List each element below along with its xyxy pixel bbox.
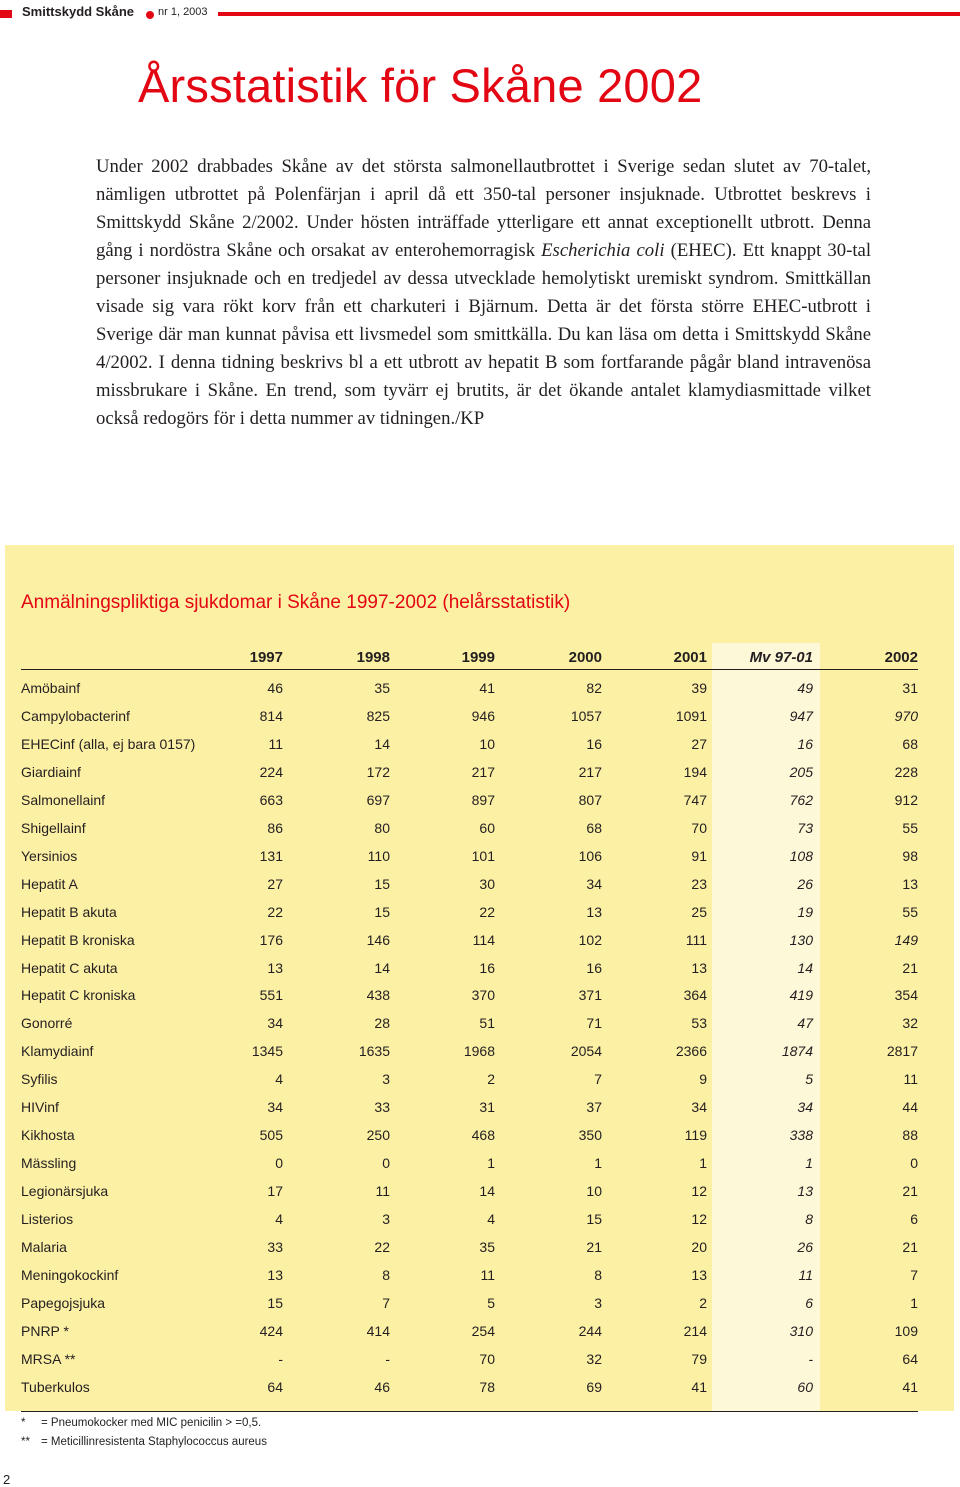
year-count-cell: 98 bbox=[902, 847, 918, 864]
year-count-cell: 34 bbox=[691, 1099, 707, 1116]
average-cell: 26 bbox=[797, 1239, 813, 1255]
table-row bbox=[0, 1267, 960, 1295]
year-count-cell: 3 bbox=[382, 1211, 390, 1228]
year-count-cell: 64 bbox=[267, 1378, 283, 1395]
disease-name: Campylobacterinf bbox=[21, 707, 130, 724]
year-count-cell: 747 bbox=[683, 791, 707, 808]
year-count-cell: 371 bbox=[578, 987, 602, 1004]
disease-name: Papegojsjuka bbox=[21, 1294, 106, 1311]
table-row bbox=[0, 820, 960, 848]
year-count-cell: 4 bbox=[275, 1071, 283, 1088]
year-count-cell: 78 bbox=[479, 1378, 495, 1395]
table-row bbox=[0, 764, 960, 792]
table-row bbox=[0, 1323, 960, 1351]
year-count-cell: 1057 bbox=[570, 707, 602, 724]
disease-name: Klamydiainf bbox=[21, 1043, 94, 1060]
year-count-cell: 131 bbox=[259, 847, 283, 864]
intro-species-name: Escherichia coli bbox=[541, 240, 665, 261]
year-count-cell: 4 bbox=[487, 1211, 495, 1228]
disease-name: Tuberkulos bbox=[21, 1378, 90, 1395]
year-count-cell: 912 bbox=[894, 791, 918, 808]
year-count-cell: 1 bbox=[594, 1155, 602, 1172]
table-row bbox=[0, 1239, 960, 1267]
year-count-cell: 55 bbox=[902, 903, 918, 920]
year-count-cell: 13 bbox=[267, 959, 283, 976]
table-row bbox=[0, 708, 960, 736]
disease-name: Meningokockinf bbox=[21, 1266, 119, 1283]
year-count-cell: 825 bbox=[366, 707, 390, 724]
table-row bbox=[0, 1295, 960, 1323]
issue-number: nr 1, 2003 bbox=[158, 6, 208, 18]
year-count-cell: 86 bbox=[267, 819, 283, 836]
year-count-cell: 244 bbox=[578, 1322, 602, 1339]
disease-name: HIVinf bbox=[21, 1099, 59, 1116]
year-count-cell: 28 bbox=[374, 1015, 390, 1032]
year-count-cell: 21 bbox=[902, 1239, 918, 1255]
year-count-cell: - bbox=[385, 1350, 390, 1367]
year-count-cell: 0 bbox=[275, 1155, 283, 1172]
disease-name: Giardiainf bbox=[21, 763, 81, 780]
year-count-cell: 16 bbox=[479, 959, 495, 976]
year-count-cell: 8 bbox=[382, 1266, 390, 1283]
year-count-cell: 3 bbox=[594, 1294, 602, 1311]
year-count-cell: 7 bbox=[910, 1266, 918, 1283]
year-count-cell: 350 bbox=[578, 1127, 602, 1144]
year-count-cell: 551 bbox=[259, 987, 283, 1004]
disease-name: Syfilis bbox=[21, 1071, 58, 1088]
year-count-cell: 21 bbox=[902, 1183, 918, 1200]
table-row bbox=[0, 1071, 960, 1099]
year-count-cell: 34 bbox=[267, 1099, 283, 1116]
average-cell: 16 bbox=[797, 735, 813, 752]
year-count-cell: 60 bbox=[479, 819, 495, 836]
year-count-cell: 110 bbox=[367, 847, 390, 864]
table-row bbox=[0, 960, 960, 988]
year-count-cell: 22 bbox=[479, 903, 495, 920]
year-count-cell: 20 bbox=[691, 1239, 707, 1255]
average-cell: 1 bbox=[805, 1155, 813, 1172]
header-marker-square bbox=[0, 10, 12, 18]
average-cell: 6 bbox=[805, 1294, 813, 1311]
column-header: 1999 bbox=[461, 649, 495, 666]
year-count-cell: 149 bbox=[894, 931, 918, 948]
table-row bbox=[0, 1015, 960, 1043]
year-count-cell: 46 bbox=[267, 680, 283, 696]
year-count-cell: 12 bbox=[691, 1183, 707, 1200]
table-row bbox=[0, 1211, 960, 1239]
average-cell: 49 bbox=[797, 680, 813, 696]
page-title: Årsstatistik för Skåne 2002 bbox=[138, 59, 703, 112]
year-count-cell: 27 bbox=[267, 875, 283, 892]
average-cell: - bbox=[808, 1350, 813, 1367]
year-count-cell: 88 bbox=[902, 1127, 918, 1144]
year-count-cell: 697 bbox=[366, 791, 390, 808]
year-count-cell: 16 bbox=[586, 959, 602, 976]
column-header: 1998 bbox=[356, 649, 390, 666]
column-header: 2001 bbox=[673, 649, 707, 666]
year-count-cell: 17 bbox=[267, 1183, 283, 1200]
year-count-cell: 814 bbox=[259, 707, 283, 724]
table-row bbox=[0, 987, 960, 1015]
year-count-cell: 1635 bbox=[358, 1043, 390, 1060]
column-header: 2002 bbox=[884, 649, 918, 666]
year-count-cell: 22 bbox=[374, 1239, 390, 1255]
year-count-cell: 970 bbox=[894, 707, 918, 724]
year-count-cell: 217 bbox=[578, 763, 602, 780]
publication-name: Smittskydd Skåne bbox=[22, 4, 134, 19]
table-row bbox=[0, 932, 960, 960]
average-cell: 130 bbox=[789, 931, 813, 948]
table-row bbox=[0, 1155, 960, 1183]
disease-name: Hepatit A bbox=[21, 875, 78, 892]
year-count-cell: 22 bbox=[267, 903, 283, 920]
average-cell: 14 bbox=[797, 959, 813, 976]
year-count-cell: 69 bbox=[586, 1378, 602, 1395]
year-count-cell: 0 bbox=[910, 1155, 918, 1172]
table-row bbox=[0, 1379, 960, 1407]
page-header bbox=[0, 4, 960, 24]
year-count-cell: 505 bbox=[259, 1127, 283, 1144]
year-count-cell: 53 bbox=[691, 1015, 707, 1032]
year-count-cell: 146 bbox=[366, 931, 390, 948]
table-row bbox=[0, 680, 960, 708]
year-count-cell: 807 bbox=[578, 791, 602, 808]
disease-name: EHECinf (alla, ej bara 0157) bbox=[21, 735, 196, 752]
year-count-cell: 41 bbox=[902, 1378, 918, 1395]
footnote-text: = Pneumokocker med MIC penicilin > =0,5. bbox=[41, 1417, 262, 1429]
year-count-cell: 354 bbox=[894, 987, 918, 1004]
year-count-cell: 35 bbox=[374, 680, 390, 696]
year-count-cell: 194 bbox=[683, 763, 707, 780]
year-count-cell: 41 bbox=[691, 1378, 707, 1395]
year-count-cell: 2366 bbox=[675, 1043, 707, 1060]
year-count-cell: 250 bbox=[366, 1127, 390, 1144]
average-cell: 419 bbox=[789, 987, 813, 1004]
disease-name: Hepatit C akuta bbox=[21, 959, 118, 976]
year-count-cell: 7 bbox=[382, 1294, 390, 1311]
year-count-cell: 1091 bbox=[675, 707, 707, 724]
year-count-cell: 111 bbox=[685, 931, 707, 948]
year-count-cell: 15 bbox=[374, 875, 390, 892]
average-cell: 5 bbox=[805, 1071, 813, 1088]
year-count-cell: 254 bbox=[471, 1322, 495, 1339]
year-count-cell: 4 bbox=[275, 1211, 283, 1228]
footnote-text: = Meticillinresistenta Staphylococcus aureus bbox=[41, 1436, 267, 1448]
average-cell: 338 bbox=[789, 1127, 813, 1144]
table-row bbox=[0, 792, 960, 820]
year-count-cell: 46 bbox=[374, 1378, 390, 1395]
year-count-cell: 13 bbox=[586, 903, 602, 920]
year-count-cell: 10 bbox=[479, 735, 495, 752]
header-rule bbox=[218, 12, 960, 16]
average-cell: 26 bbox=[797, 875, 813, 892]
average-cell: 1874 bbox=[781, 1043, 813, 1060]
year-count-cell: 23 bbox=[691, 875, 707, 892]
year-count-cell: 8 bbox=[594, 1266, 602, 1283]
footnote-mark: ** bbox=[21, 1436, 30, 1448]
table-row bbox=[0, 1127, 960, 1155]
year-count-cell: 897 bbox=[471, 791, 495, 808]
disease-name: Kikhosta bbox=[21, 1127, 75, 1144]
year-count-cell: 106 bbox=[578, 847, 602, 864]
disease-name: PNRP * bbox=[21, 1322, 69, 1339]
year-count-cell: 13 bbox=[902, 875, 918, 892]
year-count-cell: 14 bbox=[374, 959, 390, 976]
disease-name: Hepatit C kroniska bbox=[21, 987, 136, 1004]
year-count-cell: 424 bbox=[259, 1322, 283, 1339]
year-count-cell: 172 bbox=[366, 763, 390, 780]
table-row bbox=[0, 1043, 960, 1071]
year-count-cell: 35 bbox=[479, 1239, 495, 1255]
year-count-cell: 6 bbox=[910, 1211, 918, 1228]
year-count-cell: 31 bbox=[902, 680, 918, 696]
year-count-cell: 102 bbox=[578, 931, 602, 948]
average-cell: 47 bbox=[797, 1015, 813, 1032]
year-count-cell: 31 bbox=[479, 1099, 495, 1116]
column-header: 1997 bbox=[249, 649, 283, 666]
disease-name: Listerios bbox=[21, 1211, 74, 1228]
year-count-cell: 71 bbox=[586, 1015, 602, 1032]
year-count-cell: 34 bbox=[586, 875, 602, 892]
year-count-cell: 5 bbox=[487, 1294, 495, 1311]
table-row bbox=[0, 904, 960, 932]
intro-text-1: Under 2002 drabbades Skåne av det största salmonellautbrottet i Sverige sedan slutet av 70-talet, nämligen utbrottet på Polenfärjan i april då ett 350-tal personer insjuknade. Utbrottet beskrevs i Smittskydd Skåne 2/2002. Under hösten inträffade ytterligare ett annat exceptionellt utbrott. Denna gång i nordöstra Skåne och orsakat av enterohemorragisk bbox=[96, 156, 871, 261]
disease-name: Amöbainf bbox=[21, 680, 81, 696]
average-cell: 11 bbox=[798, 1266, 813, 1283]
year-count-cell: 32 bbox=[586, 1350, 602, 1367]
disease-name: Legionärsjuka bbox=[21, 1183, 109, 1200]
year-count-cell: 51 bbox=[479, 1015, 495, 1032]
disease-name: Yersinios bbox=[21, 847, 78, 864]
year-count-cell: 21 bbox=[586, 1239, 602, 1255]
footnote-mrsa bbox=[21, 1436, 267, 1448]
disease-name: Hepatit B akuta bbox=[21, 903, 117, 920]
year-count-cell: 224 bbox=[259, 763, 283, 780]
year-count-cell: 41 bbox=[479, 680, 495, 696]
year-count-cell: 2 bbox=[699, 1294, 707, 1311]
year-count-cell: 946 bbox=[471, 707, 495, 724]
disease-name: Shigellainf bbox=[21, 819, 86, 836]
year-count-cell: 176 bbox=[259, 931, 283, 948]
year-count-cell: 15 bbox=[267, 1294, 283, 1311]
year-count-cell: 15 bbox=[586, 1211, 602, 1228]
year-count-cell: 13 bbox=[691, 1266, 707, 1283]
year-count-cell: 33 bbox=[267, 1239, 283, 1255]
year-count-cell: 228 bbox=[894, 763, 918, 780]
year-count-cell: 27 bbox=[691, 735, 707, 752]
year-count-cell: 3 bbox=[382, 1071, 390, 1088]
table-bottom-rule bbox=[21, 1411, 918, 1412]
year-count-cell: 14 bbox=[479, 1183, 495, 1200]
average-cell: 310 bbox=[789, 1322, 813, 1339]
year-count-cell: 21 bbox=[902, 959, 918, 976]
header-bullet-dot bbox=[146, 11, 154, 19]
year-count-cell: 15 bbox=[374, 903, 390, 920]
disease-name: MRSA ** bbox=[21, 1350, 76, 1367]
year-count-cell: 119 bbox=[684, 1127, 707, 1144]
average-cell: 13 bbox=[797, 1183, 813, 1200]
year-count-cell: 30 bbox=[479, 875, 495, 892]
disease-name: Malaria bbox=[21, 1239, 67, 1255]
intro-paragraph bbox=[96, 153, 871, 433]
year-count-cell: 12 bbox=[691, 1211, 707, 1228]
year-count-cell: 16 bbox=[586, 735, 602, 752]
average-cell: 60 bbox=[797, 1378, 813, 1395]
year-count-cell: 37 bbox=[586, 1099, 602, 1116]
year-count-cell: 663 bbox=[259, 791, 283, 808]
year-count-cell: 70 bbox=[691, 819, 707, 836]
year-count-cell: 11 bbox=[903, 1071, 918, 1088]
year-count-cell: 55 bbox=[902, 819, 918, 836]
year-count-cell: 11 bbox=[268, 735, 283, 752]
year-count-cell: 14 bbox=[374, 735, 390, 752]
column-header: 2000 bbox=[568, 649, 602, 666]
table-row bbox=[0, 736, 960, 764]
year-count-cell: 1 bbox=[487, 1155, 495, 1172]
disease-name: Hepatit B kroniska bbox=[21, 931, 135, 948]
year-count-cell: 11 bbox=[375, 1183, 390, 1200]
year-count-cell: 1 bbox=[910, 1294, 918, 1311]
year-count-cell: 2054 bbox=[570, 1043, 602, 1060]
year-count-cell: 13 bbox=[691, 959, 707, 976]
year-count-cell: 2817 bbox=[886, 1043, 918, 1060]
year-count-cell: 25 bbox=[691, 903, 707, 920]
year-count-cell: 32 bbox=[902, 1015, 918, 1032]
year-count-cell: 414 bbox=[366, 1322, 390, 1339]
table-row bbox=[0, 1351, 960, 1379]
year-count-cell: 214 bbox=[683, 1322, 707, 1339]
average-cell: 73 bbox=[797, 819, 813, 836]
year-count-cell: 79 bbox=[691, 1350, 707, 1367]
year-count-cell: - bbox=[278, 1350, 283, 1367]
year-count-cell: 438 bbox=[366, 987, 390, 1004]
year-count-cell: 114 bbox=[472, 931, 495, 948]
average-cell: 34 bbox=[797, 1099, 813, 1116]
footnote-pnrp bbox=[21, 1417, 261, 1429]
year-count-cell: 10 bbox=[586, 1183, 602, 1200]
average-cell: 8 bbox=[805, 1211, 813, 1228]
table-title: Anmälningspliktiga sjukdomar i Skåne 1997-2002 (helårsstatistik) bbox=[21, 592, 571, 613]
header-underline bbox=[21, 669, 918, 670]
table-row bbox=[0, 876, 960, 904]
year-count-cell: 0 bbox=[382, 1155, 390, 1172]
year-count-cell: 91 bbox=[691, 847, 707, 864]
intro-text-2: (EHEC). Ett knappt 30-tal personer insjuknade och en tredjedel av dessa utvecklade hemolytiskt uremiskt syndrom. Smittkällan visade sig vara rökt korv från ett charkuteri i Bjärnum. Detta är det första större EHEC-utbrott i Sverige där man kunnat påvisa ett livsmedel som smittkälla. Du kan läsa om detta i Smittskydd Skåne 4/2002. I denna tidning beskrivs bl a ett utbrott av hepatit B som fortfarande pågår bland intravenösa missbrukare i Skåne. En trend, som tyvärr ej brutits, är det ökande antalet klamydiasmittade vilket också redogörs för i detta nummer av tidningen./KP bbox=[96, 240, 872, 429]
year-count-cell: 9 bbox=[699, 1071, 707, 1088]
year-count-cell: 370 bbox=[471, 987, 495, 1004]
year-count-cell: 109 bbox=[894, 1322, 918, 1339]
year-count-cell: 2 bbox=[487, 1071, 495, 1088]
year-count-cell: 11 bbox=[480, 1266, 495, 1283]
year-count-cell: 80 bbox=[374, 819, 390, 836]
average-cell: 108 bbox=[789, 847, 813, 864]
year-count-cell: 13 bbox=[267, 1266, 283, 1283]
year-count-cell: 70 bbox=[479, 1350, 495, 1367]
average-cell: 205 bbox=[789, 763, 813, 780]
year-count-cell: 44 bbox=[902, 1099, 918, 1116]
disease-name: Gonorré bbox=[21, 1015, 73, 1032]
average-cell: 19 bbox=[797, 903, 813, 920]
year-count-cell: 82 bbox=[586, 680, 602, 696]
table-row bbox=[0, 1183, 960, 1211]
year-count-cell: 33 bbox=[374, 1099, 390, 1116]
year-count-cell: 7 bbox=[594, 1071, 602, 1088]
year-count-cell: 1345 bbox=[251, 1043, 283, 1060]
year-count-cell: 1968 bbox=[463, 1043, 495, 1060]
year-count-cell: 1 bbox=[699, 1155, 707, 1172]
year-count-cell: 39 bbox=[691, 680, 707, 696]
disease-name: Salmonellainf bbox=[21, 791, 106, 808]
year-count-cell: 468 bbox=[471, 1127, 495, 1144]
year-count-cell: 34 bbox=[267, 1015, 283, 1032]
year-count-cell: 217 bbox=[471, 763, 495, 780]
disease-name: Mässling bbox=[21, 1155, 77, 1172]
year-count-cell: 64 bbox=[902, 1350, 918, 1367]
footnote-mark: * bbox=[21, 1417, 26, 1429]
average-cell: 762 bbox=[789, 791, 813, 808]
table-row bbox=[0, 1099, 960, 1127]
column-header: Mv 97-01 bbox=[749, 649, 813, 666]
year-count-cell: 101 bbox=[471, 847, 495, 864]
table-row bbox=[0, 848, 960, 876]
page-number: 2 bbox=[3, 1472, 11, 1487]
year-count-cell: 68 bbox=[586, 819, 602, 836]
year-count-cell: 68 bbox=[902, 735, 918, 752]
year-count-cell: 364 bbox=[683, 987, 707, 1004]
average-cell: 947 bbox=[789, 707, 813, 724]
